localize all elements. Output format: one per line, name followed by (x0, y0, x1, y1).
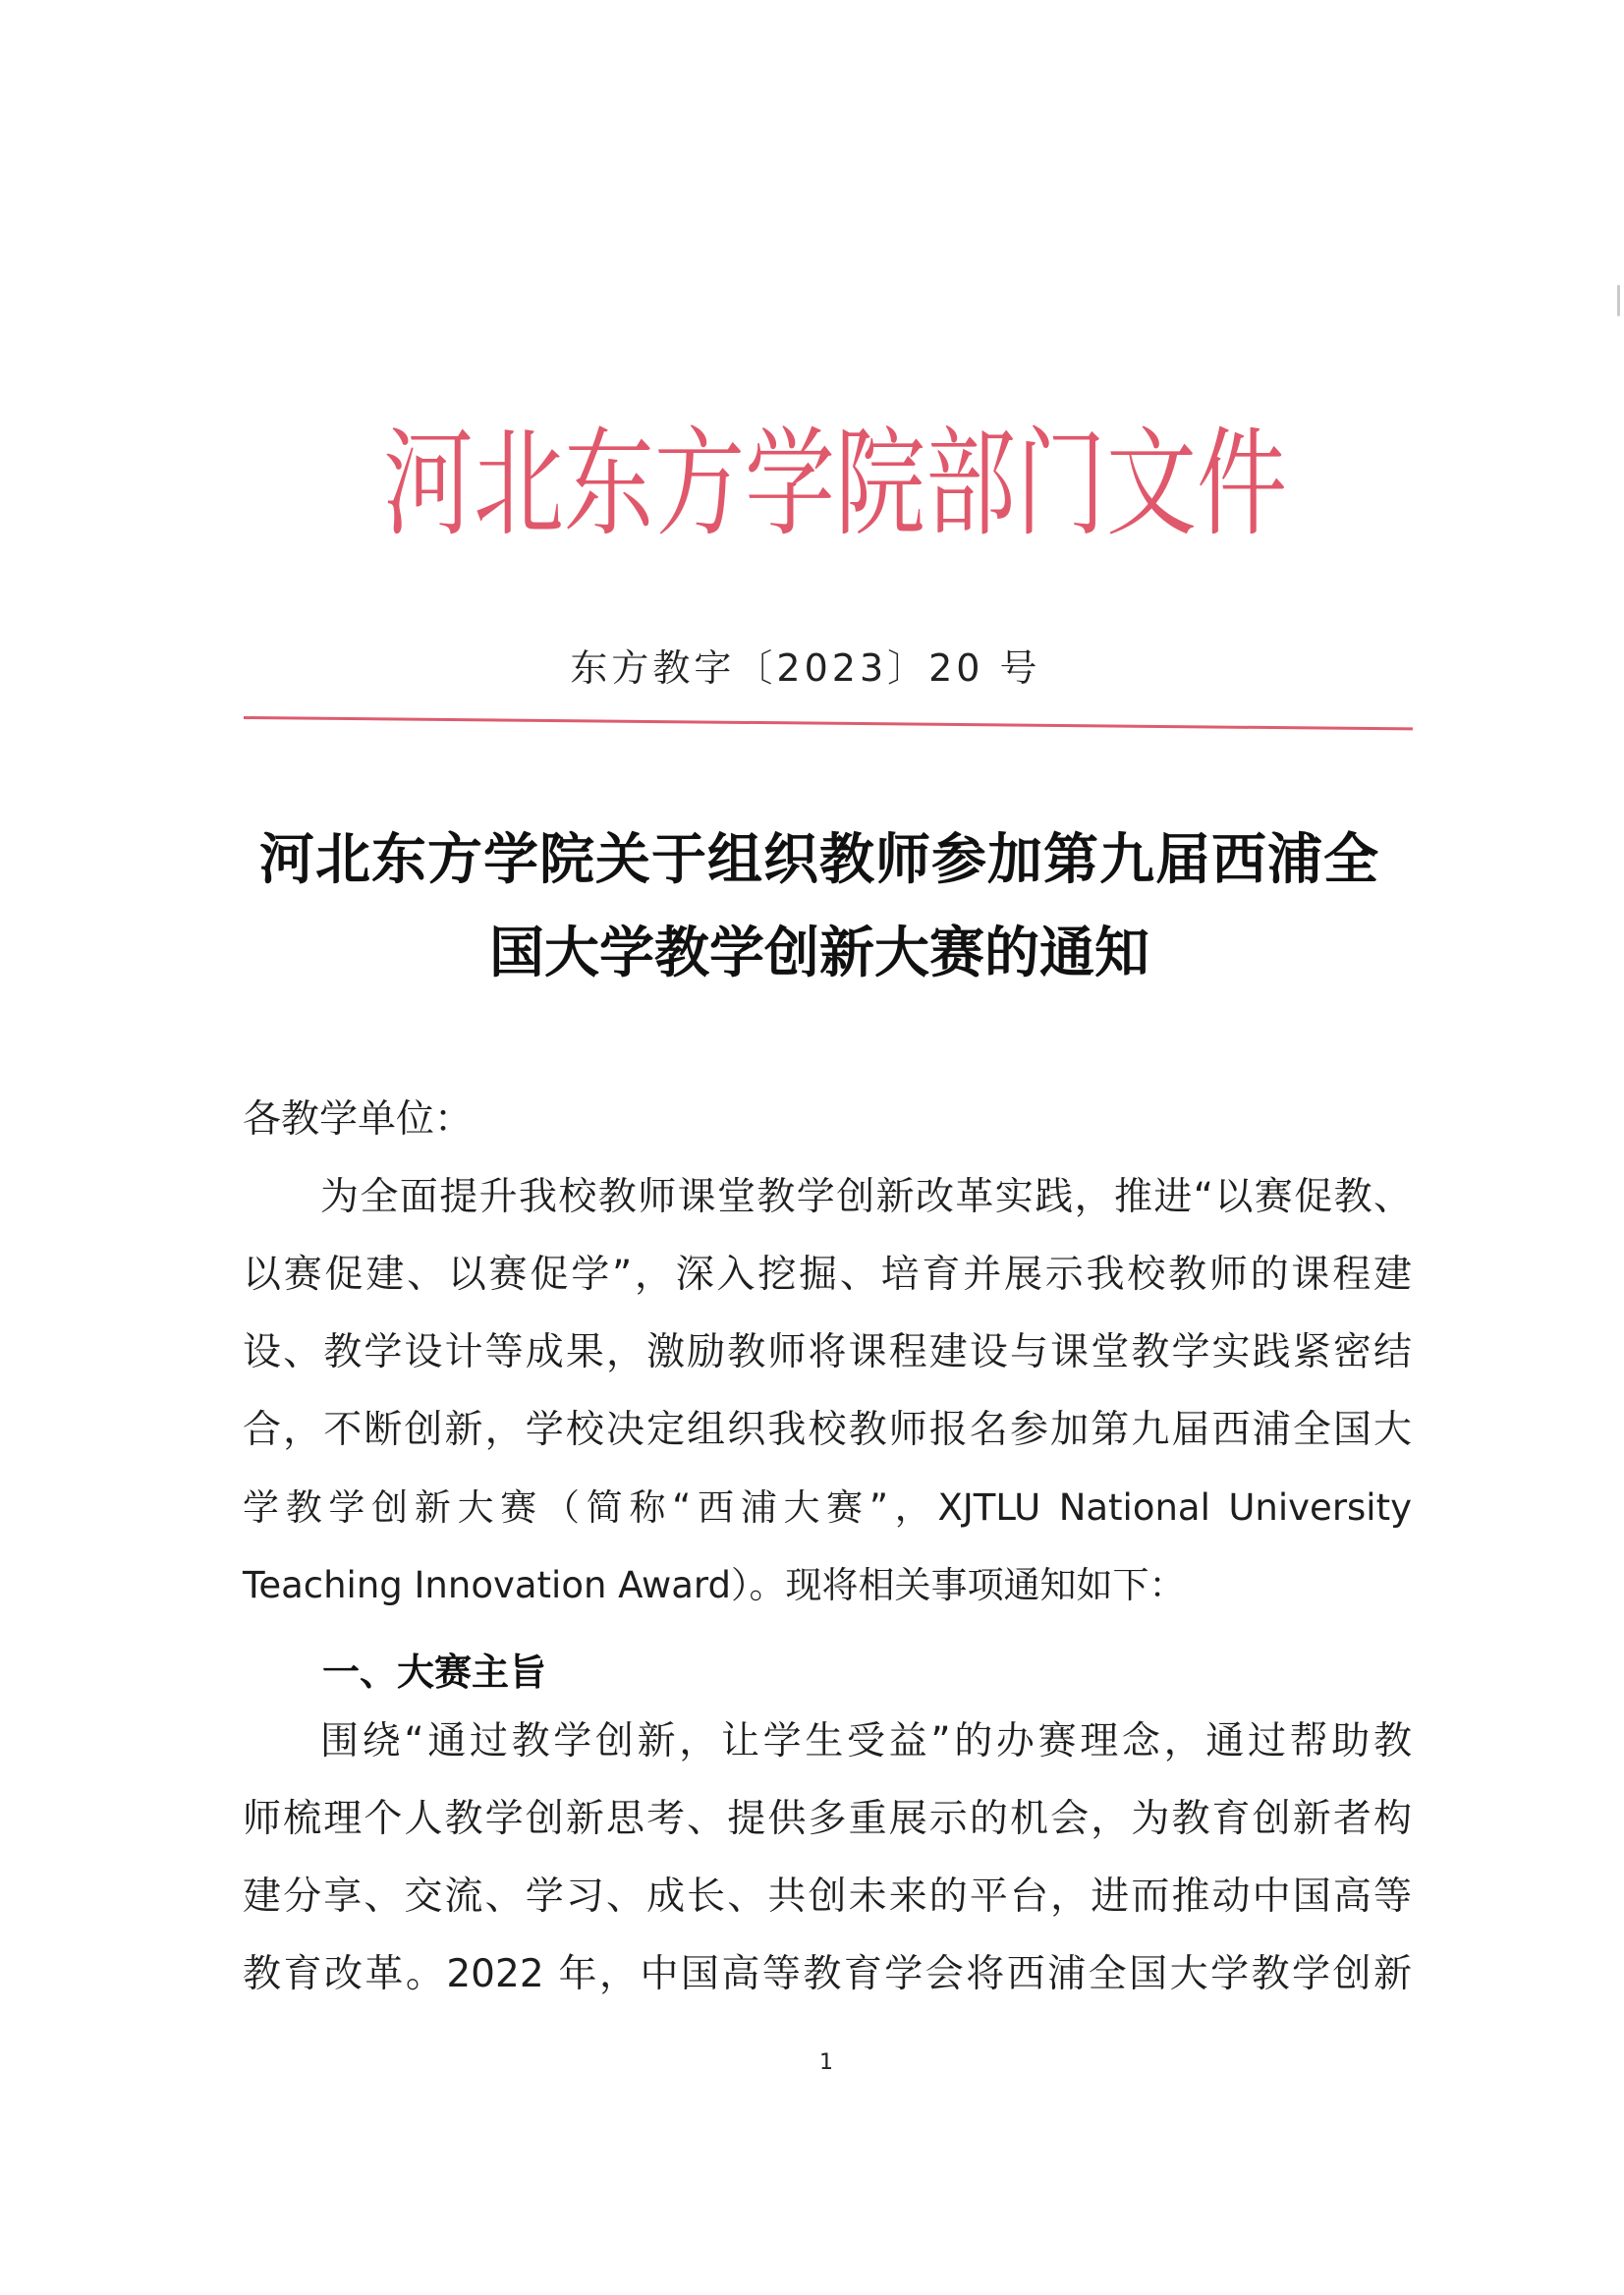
intro-line: 学教学创新大赛（简称“西浦大赛”，XJTLU National University (243, 1486, 1412, 1529)
scan-artifact (1617, 285, 1620, 316)
page-number: 1 (819, 2050, 833, 2075)
document-title-line-1: 河北东方学院关于组织教师参加第九届西浦全 (259, 827, 1379, 892)
intro-line: 合，不断创新，学校决定组织我校教师报名参加第九届西浦全国大 (243, 1408, 1412, 1452)
intro-line: Teaching Innovation Award）。现将相关事项通知如下： (243, 1564, 1186, 1606)
salutation: 各教学单位： (243, 1097, 474, 1142)
intro-line: 为全面提升我校教师课堂教学创新改革实践，推进“以赛促教、 (320, 1175, 1412, 1219)
section-line: 建分享、交流、学习、成长、共创未来的平台，进而推动中国高等 (243, 1875, 1412, 1919)
masthead: 河北东方学院部门文件 (382, 415, 1287, 552)
section-line: 教育改革。2022 年，中国高等教育学会将西浦全国大学教学创新 (243, 1952, 1412, 1996)
section-line: 师梳理个人教学创新思考、提供多重展示的机会，为教育创新者构 (243, 1797, 1412, 1841)
section-heading: 一、大赛主旨 (322, 1651, 547, 1694)
document-number: 东方教字〔2023〕20 号 (570, 646, 1041, 690)
document-title-line-2: 国大学教学创新大赛的通知 (489, 921, 1149, 985)
red-divider-rule (244, 716, 1413, 730)
intro-line: 设、教学设计等成果，激励教师将课程建设与课堂教学实践紧密结 (243, 1330, 1412, 1374)
section-line: 围绕“通过教学创新，让学生受益”的办赛理念，通过帮助教 (320, 1719, 1412, 1763)
intro-line: 以赛促建、以赛促学”，深入挖掘、培育并展示我校教师的课程建 (243, 1253, 1412, 1297)
